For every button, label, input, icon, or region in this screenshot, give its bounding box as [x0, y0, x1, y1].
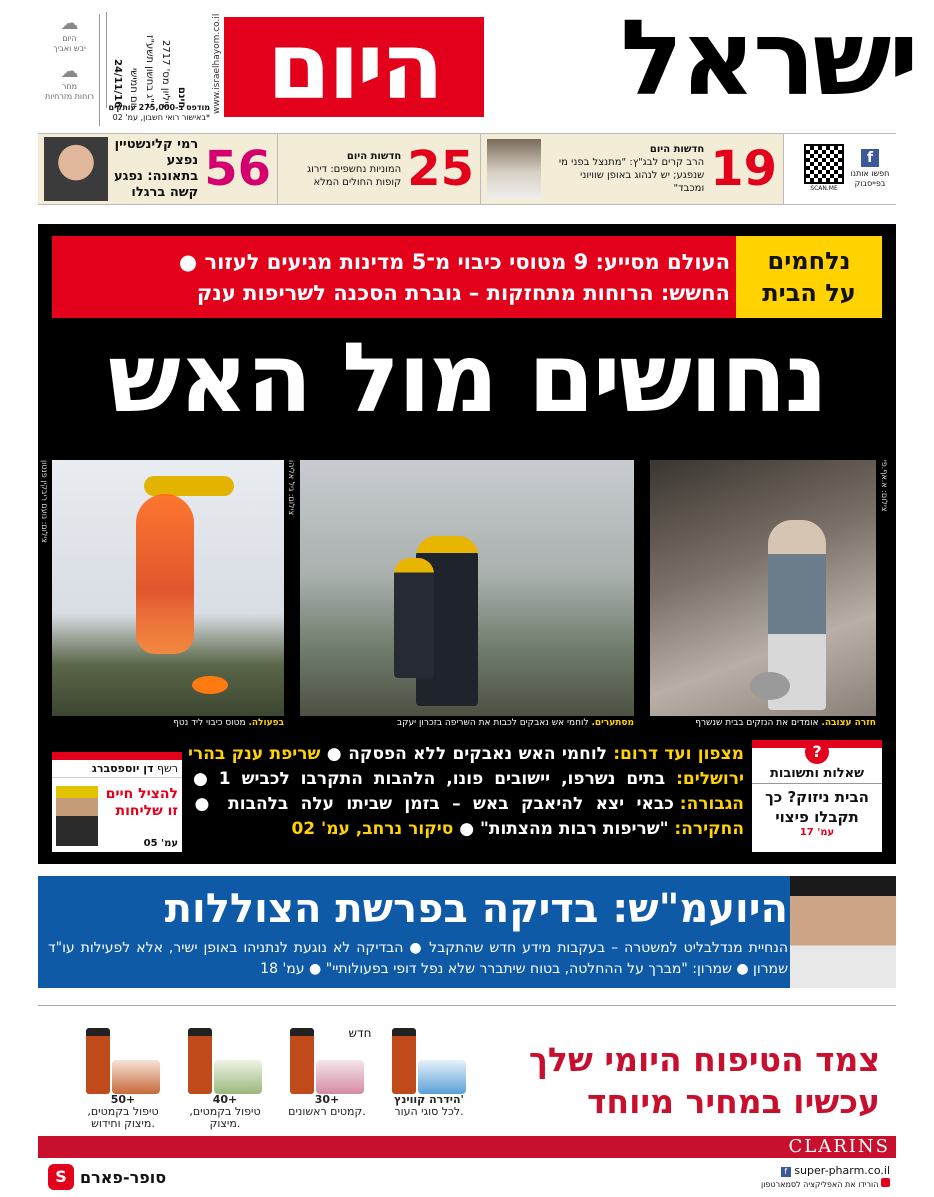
column-page: עמ' 05 — [143, 838, 178, 849]
photo-credit: צילום: נועם ריבקין פנטון — [40, 460, 49, 543]
weather-today-desc: יבש ואביך — [53, 44, 86, 53]
circulation-info — [100, 103, 210, 131]
body-part: החקירה: — [674, 819, 744, 839]
product-desc: טיפול בקמטים, מיצוק וחידוש. — [87, 1105, 159, 1130]
teaser-kicker: חדשות היום — [346, 150, 402, 162]
column-author: דן יוספסברג — [91, 762, 154, 775]
issue-number: גיליון מס' 2717 — [160, 40, 171, 108]
teaser-number: 56 — [204, 141, 271, 197]
ad-headline-2: עכשיו במחיר מיוחד — [587, 1082, 880, 1121]
masthead-title-part2: היום — [224, 17, 484, 117]
product-desc: טיפול בקמטים, מיצוק. — [189, 1105, 261, 1130]
masthead-title-part1: ישראל — [620, 0, 916, 119]
bottle-icon — [290, 1028, 314, 1094]
superpharm-links — [690, 1164, 890, 1194]
caption-text: אומדים את הנזקים בבית שנשרף — [695, 718, 819, 728]
main-headline: נחושים מול האש — [107, 322, 827, 434]
column-text: להציל חיים זו שליחות — [105, 786, 178, 819]
issue-price: חינם — [176, 86, 187, 108]
caption-bold: בפעולה. — [248, 718, 284, 728]
product-row — [76, 1022, 476, 1132]
body-part: בתים נשרפו, יישובים פונו, הלהבות התקרבו לכביש 1 ● — [188, 769, 677, 789]
weather-today-label: היום — [62, 34, 77, 43]
product-desc: קמטים ראשונים. — [288, 1105, 366, 1118]
facebook-label: חפשו אותנו בפייסבוק — [850, 169, 890, 188]
product[interactable] — [178, 1022, 272, 1132]
superpharm-logo[interactable] — [48, 1162, 188, 1192]
jar-icon — [316, 1060, 364, 1094]
product-new-label: חדש — [348, 1026, 372, 1040]
product-title: הידרה קווינץ' — [394, 1093, 464, 1106]
weather-tomorrow-desc: רוחות מזרחיות — [44, 92, 95, 101]
teaser-photo-rabbi — [487, 139, 541, 199]
teaser-kicker: רמי קלינשטיין נפצע — [114, 137, 199, 168]
body-part: שריפת ענק בהרי ירושלים: — [188, 744, 744, 789]
circulation-note: *באישור רואי חשבון, עמ' 02 — [112, 113, 210, 122]
product-desc: לכל סוגי העור. — [394, 1105, 464, 1118]
cloud-icon: ☁ — [60, 61, 79, 82]
teaser-number: 19 — [710, 141, 777, 197]
product[interactable] — [76, 1022, 170, 1132]
facebook-icon: f — [781, 1167, 791, 1177]
superpharm-app[interactable]: הורידו את האפליקציה לסמארטפון — [761, 1180, 879, 1189]
story-label — [736, 236, 882, 318]
weather-box — [40, 14, 100, 126]
caption-text: לוחמי אש נאבקים לכבות את השריפה בזכרון יעקב — [396, 718, 589, 728]
product[interactable] — [382, 1022, 476, 1132]
body-part: סיקור נרחב, עמ' 02 — [291, 819, 454, 839]
jar-icon — [214, 1060, 262, 1094]
issue-info — [106, 12, 206, 108]
jar-icon — [112, 1060, 160, 1094]
qa-page: עמ' 17 — [799, 827, 835, 838]
qr-code-icon[interactable] — [804, 144, 844, 184]
issue-hebrew-date: כ"ג בחשון תשע"ז — [144, 34, 155, 108]
teaser-text: בתאונה: נפגע קשה ברגלו — [114, 169, 199, 200]
column-author-line — [52, 760, 182, 778]
teaser-bar — [38, 133, 896, 205]
issue-date: 24/11/16 — [112, 58, 123, 108]
weather-tomorrow-label: מחר — [61, 82, 78, 91]
body-part: הגבורה: — [679, 794, 744, 814]
body-part: לוחמי האש נאבקים ללא הפסקה ● — [320, 744, 614, 764]
main-body-text — [188, 742, 744, 854]
bottle-icon — [392, 1028, 416, 1094]
photo-caption — [300, 718, 634, 729]
story-label-line2: על הבית — [762, 279, 856, 307]
subhead-2: החשש: הרוחות מתחזקות – גוברת הסכנה לשריפות ענק — [196, 281, 730, 305]
cloud-icon: ☁ — [60, 13, 79, 34]
caption-text: מטוס כיבוי ליד נטף — [173, 718, 246, 728]
caption-bold: מסתערים. — [591, 718, 634, 728]
app-icon — [881, 1178, 890, 1187]
product-title: 50+ — [110, 1093, 136, 1106]
teaser-photo-singer — [44, 137, 108, 201]
photo-firefighters — [300, 460, 634, 716]
photo-burned-house — [650, 460, 876, 716]
body-part: מצפון ועד דרום: — [613, 744, 744, 764]
facebook-box[interactable] — [783, 134, 896, 204]
teaser-item[interactable] — [277, 134, 480, 204]
product-title: 30+ — [314, 1093, 340, 1106]
caption-bold: חזרה עצובה. — [821, 718, 876, 728]
legal-photo — [790, 876, 896, 988]
superpharm-url[interactable]: super-pharm.co.il — [794, 1164, 890, 1177]
jar-icon — [418, 1060, 466, 1094]
teaser-kicker: חדשות היום — [649, 144, 705, 155]
qr-scan-label: SCAN.ME — [810, 185, 838, 192]
product-title: 40+ — [212, 1093, 238, 1106]
photo-caption — [52, 718, 284, 729]
body-part: כבאי יצא להיאבק באש – בזמן שביתו עלה בלהבות ● — [188, 794, 680, 814]
subhead-1: העולם מסייע: 9 מטוסי כיבוי מ־5 מדינות מגיעים לעזור ● — [178, 250, 730, 274]
ad-headline-1: צמד הטיפוח היומי שלך — [528, 1040, 880, 1079]
brand-logo[interactable]: CLARINS — [788, 1136, 890, 1157]
teaser-item[interactable] — [480, 134, 783, 204]
issue-weekday: יום חמישי — [128, 68, 139, 108]
story-label-line1: נלחמים — [767, 247, 851, 275]
product[interactable] — [280, 1022, 374, 1132]
column-author-prefix: רשף — [156, 762, 178, 775]
masthead-url[interactable]: www.israelhayom.co.il — [212, 13, 222, 114]
teaser-number: 25 — [407, 141, 474, 197]
superpharm-icon: S — [48, 1164, 74, 1190]
circulation-line: מודפס ב-275,000 עותקים — [108, 103, 210, 112]
legal-headline: היועמ"ש: בדיקה בפרשת הצוללות — [164, 886, 788, 932]
photo-credit: צילום: גיל אליהו — [287, 460, 296, 516]
photo-caption — [650, 718, 876, 729]
superpharm-name: סופר-פארם — [80, 1167, 167, 1187]
bottle-icon — [86, 1028, 110, 1094]
column-box[interactable] — [52, 752, 182, 852]
legal-body: הנחיית מנדלבליט למשטרה – בעקבות מידע חדש שהתקבל ● הבדיקה לא נוגעת לנתניהו באופן ישיר, אלא לפעילות עו"ד שמרון ● שמרון: "מברך על ההחלטה, בטוח שיתברר שלא נפל דופי בפעולותיי" ● עמ' 18 — [48, 940, 788, 977]
teaser-text: הרב קרים לבג"ץ: "מתנצל בפני מי שנפגע; יש לנהוג באופן שוויוני ומכבד" — [558, 157, 705, 194]
facebook-icon: f — [861, 149, 879, 167]
teaser-text: המוניות נחשפים: דירוג קופות החולים המלא — [306, 163, 402, 188]
body-part: "שריפות רבות מהצתות" ● — [453, 819, 675, 839]
qa-box[interactable] — [752, 740, 882, 852]
column-photo — [56, 786, 98, 846]
photo-firefighting-plane — [52, 460, 284, 716]
qa-text: הבית ניזוק? כך תקבלו פיצוי — [765, 788, 869, 826]
teaser-item[interactable] — [38, 134, 277, 204]
bottle-icon — [188, 1028, 212, 1094]
qa-kicker: שאלות ותשובות — [752, 766, 882, 784]
divider — [38, 1005, 896, 1006]
photo-credit: צילום: א.אף.פי — [880, 460, 889, 512]
question-icon: ? — [805, 740, 829, 764]
